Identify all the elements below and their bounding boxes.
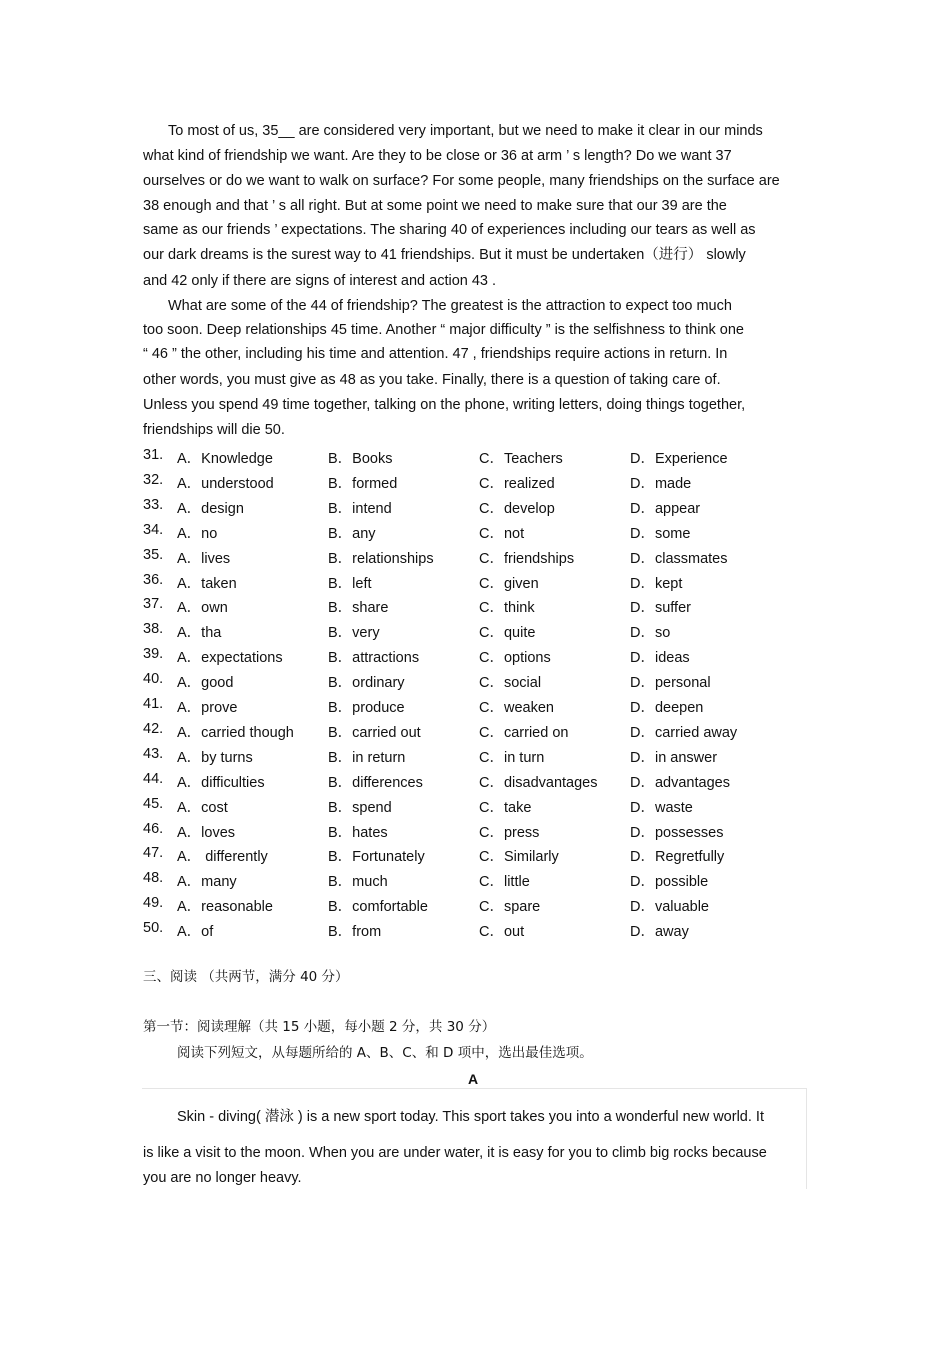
option-c: C．Teachers xyxy=(479,451,563,467)
option-a: A．difficulties xyxy=(177,774,265,791)
question-number: 33. xyxy=(143,496,164,513)
option-d: D．Regretfully xyxy=(630,849,725,866)
instruction: 阅读下列短文，从每题所给的 A、B、C、和 D 项中，选出最佳选项。 xyxy=(177,1045,593,1061)
option-d: D．deepen xyxy=(630,700,704,716)
option-b: B．intend xyxy=(328,500,392,517)
option-b: B．relationships xyxy=(328,550,434,567)
option-b: B．hates xyxy=(328,824,388,841)
question-row xyxy=(143,472,823,492)
option-d: D．appear xyxy=(630,500,701,517)
part-title: 三、阅读 （共两节，满分 40 分） xyxy=(143,969,349,985)
question-number: 48. xyxy=(143,870,164,887)
option-c: C．develop xyxy=(479,500,555,517)
question-row xyxy=(143,821,823,841)
option-b: B．much xyxy=(328,874,388,891)
option-d: D．away xyxy=(630,924,689,941)
option-d: D．advantages xyxy=(630,774,730,791)
option-b: B．from xyxy=(328,924,382,941)
option-d: D．made xyxy=(630,475,692,492)
option-c: C．given xyxy=(479,575,539,592)
option-c: C．little xyxy=(479,874,530,891)
option-c: C．take xyxy=(479,799,532,816)
cloze-line-4: 38 enough and that ’ s all right. But at some point we need to make sure that our 39 are the xyxy=(143,198,727,214)
question-number: 44. xyxy=(143,770,164,787)
question-row xyxy=(143,870,823,890)
question-number: 39. xyxy=(143,646,164,663)
option-a: A．expectations xyxy=(177,650,283,667)
option-d: D．personal xyxy=(630,675,711,692)
option-b: B．spend xyxy=(328,799,392,816)
option-a: A．carried though xyxy=(177,724,294,741)
option-b: B．ordinary xyxy=(328,675,405,692)
option-d: D．so xyxy=(630,625,671,642)
option-d: D．possible xyxy=(630,874,709,891)
option-c: C．not xyxy=(479,525,525,542)
option-c: C．social xyxy=(479,675,542,692)
option-b: B．Books xyxy=(328,451,393,467)
question-number: 31. xyxy=(143,447,164,463)
option-b: B．attractions xyxy=(328,650,420,667)
question-row xyxy=(143,920,823,940)
option-c: C．spare xyxy=(479,899,541,916)
question-row xyxy=(143,721,823,741)
question-row xyxy=(143,746,823,766)
option-a: A．lives xyxy=(177,550,231,567)
question-row xyxy=(143,596,823,616)
option-d: D．kept xyxy=(630,575,683,592)
passage-line-1: Skin - diving( 潜泳 ) is a new sport today. This sport takes you into a wonderful new world. It xyxy=(177,1109,764,1125)
option-a: A．Knowledge xyxy=(177,451,273,467)
passage-line-2: is like a visit to the moon. When you are under water, it is easy for you to climb big rocks because xyxy=(143,1145,767,1161)
option-d: D．possesses xyxy=(630,824,724,841)
question-row xyxy=(143,845,823,865)
option-d: D．waste xyxy=(630,799,693,816)
option-d: D．valuable xyxy=(630,899,709,916)
cloze-line-1: To most of us, 35__ are considered very important, but we need to make it clear in our minds xyxy=(168,123,763,139)
question-row xyxy=(143,497,823,517)
question-row xyxy=(143,895,823,915)
question-number: 37. xyxy=(143,596,164,613)
cloze-line-10: “ 46 ” the other, including his time and attention. 47 , friendships require actions in return. In xyxy=(143,346,728,362)
option-a: A．own xyxy=(177,600,228,617)
option-a: A．cost xyxy=(177,799,228,816)
option-a: A．prove xyxy=(177,700,238,716)
option-a: A．understood xyxy=(177,475,274,492)
question-row xyxy=(143,572,823,592)
question-number: 38. xyxy=(143,621,164,638)
option-b: B．comfortable xyxy=(328,899,428,916)
option-a: A．design xyxy=(177,500,244,517)
option-a: A．taken xyxy=(177,575,237,592)
cloze-line-11: other words, you must give as 48 as you take. Finally, there is a question of taking care of. xyxy=(143,372,721,388)
option-c: C．quite xyxy=(479,625,536,642)
option-b: B．share xyxy=(328,600,389,617)
cloze-line-12: Unless you spend 49 time together, talking on the phone, writing letters, doing things together, xyxy=(143,397,746,413)
option-a: A．loves xyxy=(177,824,236,841)
option-d: D．some xyxy=(630,525,691,542)
option-b: B．produce xyxy=(328,700,405,716)
question-number: 35. xyxy=(143,546,164,563)
question-number: 42. xyxy=(143,720,164,737)
option-a: A．no xyxy=(177,525,218,542)
option-c: C．options xyxy=(479,650,551,667)
cloze-line-7: and 42 only if there are signs of interest and action 43 . xyxy=(143,273,497,289)
section-title: 第一节：阅读理解（共 15 小题，每小题 2 分，共 30 分） xyxy=(143,1019,496,1035)
question-number: 41. xyxy=(143,696,164,712)
question-row xyxy=(143,771,823,791)
question-row xyxy=(143,696,823,716)
question-row xyxy=(143,671,823,691)
option-c: C．friendships xyxy=(479,550,575,567)
question-row xyxy=(143,646,823,666)
option-a: A． differently xyxy=(177,849,268,866)
question-number: 40. xyxy=(143,671,164,688)
option-c: C．Similarly xyxy=(479,849,559,866)
option-b: B．left xyxy=(328,575,372,592)
option-d: D．ideas xyxy=(630,650,690,667)
option-d: D．classmates xyxy=(630,550,728,567)
question-row xyxy=(143,621,823,641)
option-a: A．good xyxy=(177,675,234,692)
option-c: C．press xyxy=(479,824,540,841)
cloze-line-5: same as our friends ’ expectations. The sharing 40 of experiences including our tears as well as xyxy=(143,222,756,238)
option-c: C．out xyxy=(479,924,525,941)
question-number: 49. xyxy=(143,895,164,912)
option-a: A．of xyxy=(177,924,214,941)
option-a: A．tha xyxy=(177,625,222,642)
option-c: C．realized xyxy=(479,475,555,492)
question-row xyxy=(143,796,823,816)
option-b: B．formed xyxy=(328,475,398,492)
option-c: C．disadvantages xyxy=(479,774,598,791)
option-a: A．many xyxy=(177,874,237,891)
passage-label: A xyxy=(468,1071,479,1087)
question-number: 32. xyxy=(143,471,164,488)
option-c: C．carried on xyxy=(479,724,569,741)
option-b: B．Fortunately xyxy=(328,849,425,866)
option-d: D．suffer xyxy=(630,600,691,617)
option-b: B．very xyxy=(328,625,380,642)
cloze-line-9: too soon. Deep relationships 45 time. Another “ major difficulty ” is the selfishness to think one xyxy=(143,322,744,338)
option-d: D．in answer xyxy=(630,749,718,766)
question-number: 45. xyxy=(143,795,164,812)
option-b: B．differences xyxy=(328,774,423,791)
option-b: B．any xyxy=(328,525,376,542)
passage-line-3: you are no longer heavy. xyxy=(143,1170,302,1186)
question-number: 34. xyxy=(143,521,164,538)
cloze-line-8: What are some of the 44 of friendship? The greatest is the attraction to expect too much xyxy=(168,298,732,314)
question-number: 46. xyxy=(143,820,164,837)
option-c: C．weaken xyxy=(479,700,554,716)
question-number: 43. xyxy=(143,745,164,762)
option-d: D．carried away xyxy=(630,724,738,741)
question-number: 47. xyxy=(143,845,164,862)
question-number: 50. xyxy=(143,920,164,937)
option-b: B．carried out xyxy=(328,724,421,741)
cloze-line-13: friendships will die 50. xyxy=(143,422,285,438)
cloze-line-2: what kind of friendship we want. Are they to be close or 36 at arm ’ s length? Do we want 37 xyxy=(143,148,732,164)
cloze-line-6: our dark dreams is the surest way to 41 friendships. But it must be undertaken（进行） slowly xyxy=(143,247,746,263)
question-number: 36. xyxy=(143,571,164,588)
option-b: B．in return xyxy=(328,749,406,766)
option-a: A．reasonable xyxy=(177,899,273,916)
question-row xyxy=(143,447,823,467)
question-row xyxy=(143,522,823,542)
option-a: A．by turns xyxy=(177,749,253,766)
cloze-line-3: ourselves or do we want to walk on surface? For some people, many friendships on the surface are xyxy=(143,173,780,189)
option-c: C．think xyxy=(479,600,535,617)
option-c: C．in turn xyxy=(479,749,545,766)
question-row xyxy=(143,547,823,567)
option-d: D．Experience xyxy=(630,451,728,467)
